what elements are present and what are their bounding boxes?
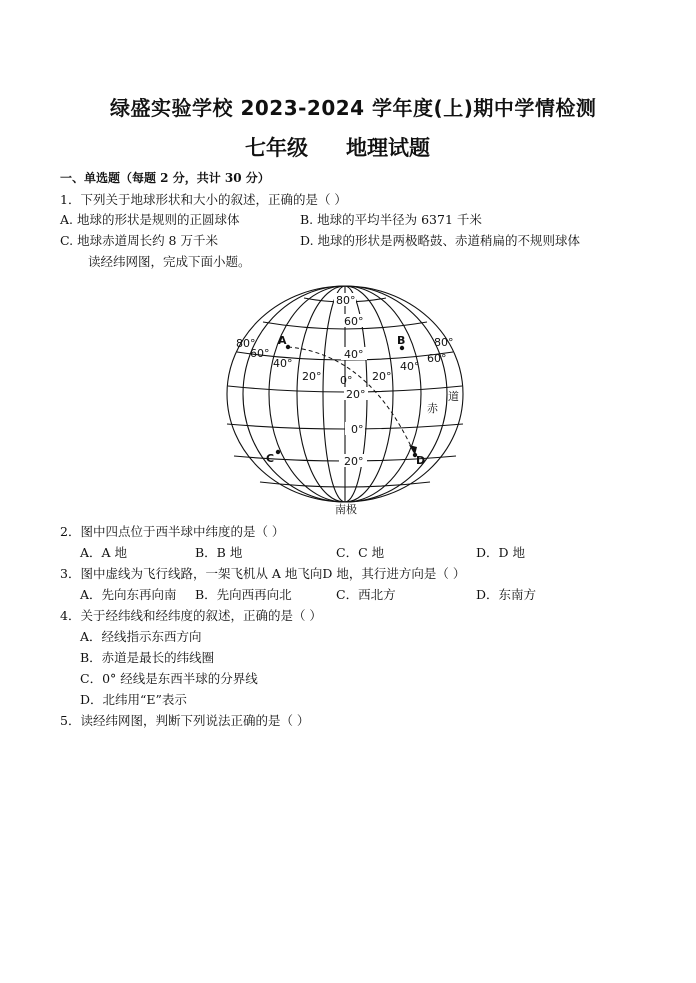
globe-graticule-figure (220, 284, 470, 518)
question-4-option-a: A．经线指示东西方向 (80, 629, 202, 644)
lon-label-left-60: 60° (250, 347, 270, 360)
lon-label-left-80: 80° (236, 337, 256, 350)
question-2-stem: 2．图中四点位于西半球中纬度的是（ ） (60, 524, 285, 539)
question-3-option-d: D．东南方 (476, 587, 537, 602)
point-c-marker (276, 450, 280, 454)
question-4-option-b: B．赤道是最长的纬线圈 (80, 650, 215, 665)
question-3-option-c: C．西北方 (336, 587, 396, 602)
lon-label-center: 0° (340, 374, 353, 387)
question-4-stem: 4．关于经纬线和经纬度的叙述，正确的是（ ） (60, 608, 322, 623)
question-1-stem: 1．下列关于地球形状和大小的叙述，正确的是（ ） (60, 192, 347, 207)
point-d-label: D (416, 454, 426, 467)
point-c-label: C (266, 452, 275, 465)
point-b-label: B (397, 334, 406, 347)
equator-label-2: 道 (448, 390, 459, 403)
question-3-option-a: A．先向东再向南 (80, 587, 177, 602)
lon-label-right-40: 40° (400, 360, 420, 373)
question-2-option-c: C．C 地 (336, 545, 385, 560)
question-2-option-a: A．A 地 (80, 545, 128, 560)
lon-label-right-20: 20° (372, 370, 392, 383)
question-1-option-c: C. 地球赤道周长约 8 万千米 (60, 233, 218, 248)
lat-label-80n: 80° (336, 294, 356, 307)
question-3-option-b: B．先向西再向北 (195, 587, 292, 602)
exam-title: 绿盛实验学校 2023-2024 学年度(上)期中学情检测 (110, 96, 597, 120)
exam-subtitle (245, 132, 468, 162)
lon-label-right-80: 80° (434, 336, 454, 349)
grade-label: 七年级 (245, 136, 308, 160)
equator-label-1: 赤 (427, 402, 438, 415)
subject-label: 地理试题 (346, 136, 430, 160)
question-3-stem: 3．图中虚线为飞行线路，一架飞机从 A 地飞向D 地，其行进方向是（ ） (60, 566, 466, 581)
lat-label-20n: 20° (346, 388, 366, 401)
lon-label-left-40: 40° (273, 357, 293, 370)
flight-route (288, 347, 415, 455)
question-4-option-d: D．北纬用“E”表示 (80, 692, 187, 707)
lat-label-60n: 60° (344, 315, 364, 328)
question-2-option-d: D．D 地 (476, 545, 526, 560)
lat-label-40n: 40° (344, 348, 364, 361)
section-heading: 一、单选题（每题 2 分，共计 30 分） (60, 171, 270, 185)
lon-label-right-60: 60° (427, 352, 447, 365)
lat-label-equator: 0° (351, 423, 364, 436)
question-1-option-b: B. 地球的平均半径为 6371 千米 (300, 212, 482, 227)
lon-label-left-20: 20° (302, 370, 322, 383)
question-1-option-d: D. 地球的形状是两极略鼓、赤道稍扁的不规则球体 (300, 233, 581, 248)
point-a-label: A (278, 334, 287, 347)
south-pole-label: 南极 (335, 503, 357, 516)
question-4-option-c: C．0° 经线是东西半球的分界线 (80, 671, 258, 686)
question-2-option-b: B．B 地 (195, 545, 243, 560)
map-instruction: 读经纬网图，完成下面小题。 (88, 254, 251, 269)
lat-label-20s: 20° (344, 455, 364, 468)
question-5-stem: 5．读经纬网图，判断下列说法正确的是（ ） (60, 713, 310, 728)
question-1-option-a: A. 地球的形状是规则的正圆球体 (60, 212, 240, 227)
